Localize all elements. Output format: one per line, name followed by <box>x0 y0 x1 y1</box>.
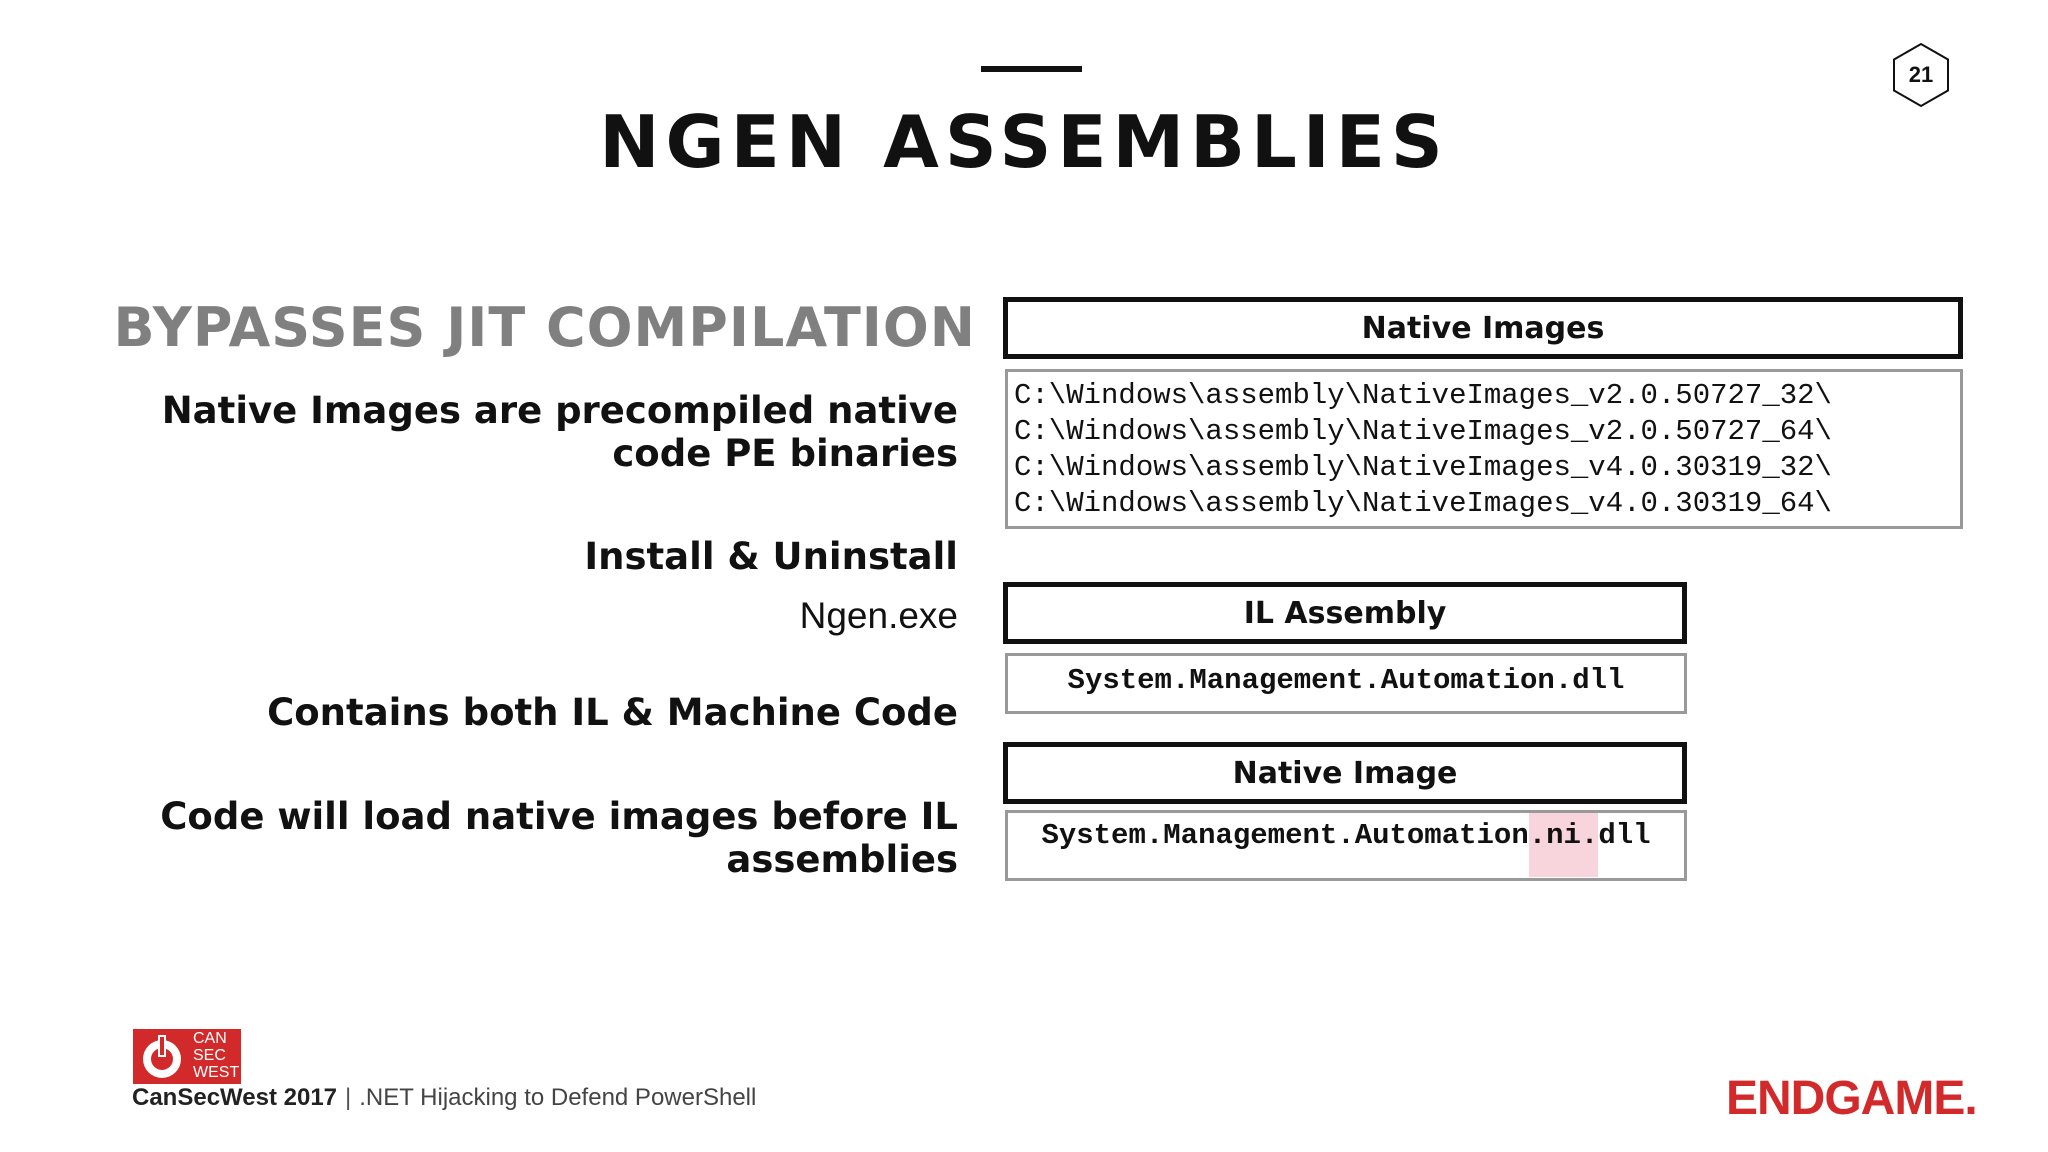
footer-caption <box>132 1084 756 1112</box>
slide-title: NGEN ASSEMBLIES <box>599 100 1449 184</box>
native-images-header: Native Images <box>1003 297 1963 359</box>
native-image-ni-highlight: .ni. <box>1529 813 1599 877</box>
native-image-file-prefix: System.Management.Automation <box>1041 819 1529 852</box>
conference-name: CanSecWest 2017 <box>132 1084 338 1111</box>
page-number: 21 <box>1908 62 1934 87</box>
talk-title: .NET Hijacking to Defend PowerShell <box>359 1084 757 1111</box>
il-assembly-header: IL Assembly <box>1003 582 1687 644</box>
native-image-header: Native Image <box>1003 742 1687 804</box>
title-rule <box>981 66 1082 72</box>
native-image-path: C:\Windows\assembly\NativeImages_v2.0.50727_64\ <box>1014 415 1832 448</box>
native-image-path: C:\Windows\assembly\NativeImages_v4.0.30319_64\ <box>1014 487 1832 520</box>
native-image-path: C:\Windows\assembly\NativeImages_v4.0.30319_32\ <box>1014 451 1832 484</box>
logo-line: SEC <box>193 1047 226 1064</box>
bullet-install: Install & Uninstall <box>584 535 958 578</box>
bullet-contains: Contains both IL & Machine Code <box>267 691 958 734</box>
endgame-logo: ENDGAME. <box>1726 1072 1977 1125</box>
native-image-file <box>1005 810 1687 881</box>
bullet-native-images-line2: code PE binaries <box>612 432 958 475</box>
cansecwest-logo-text <box>193 1030 239 1081</box>
bullet-native-images <box>162 389 958 475</box>
footer-separator: | <box>345 1084 352 1111</box>
native-image-path: C:\Windows\assembly\NativeImages_v2.0.50727_32\ <box>1014 379 1832 412</box>
cansecwest-logo <box>133 1029 241 1084</box>
subheading: BYPASSES JIT COMPILATION <box>113 296 976 359</box>
bullet-load-order-line2: assemblies <box>726 838 958 881</box>
logo-line: WEST <box>193 1064 240 1081</box>
bullet-native-images-line1: Native Images are precompiled native <box>161 389 958 432</box>
power-button-icon <box>137 1032 187 1082</box>
il-assembly-file: System.Management.Automation.dll <box>1005 653 1687 714</box>
bullet-load-order-line1: Code will load native images before IL <box>160 795 958 838</box>
native-image-file-suffix: dll <box>1598 819 1651 852</box>
bullet-ngen-exe: Ngen.exe <box>799 595 958 636</box>
bullet-load-order <box>160 795 958 881</box>
native-images-paths <box>1005 369 1963 529</box>
logo-line: CAN <box>193 1030 227 1047</box>
